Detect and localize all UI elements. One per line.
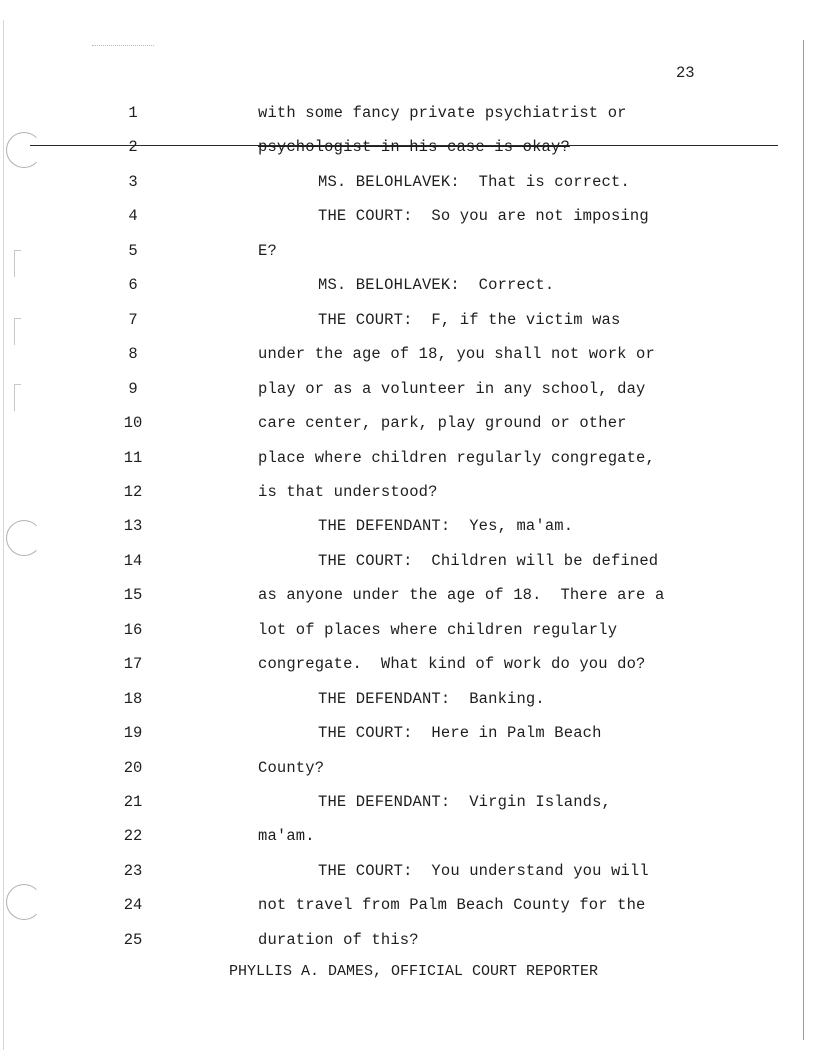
transcript-line: care center, park, play ground or other [258, 414, 627, 432]
hole-punch-mark [6, 132, 42, 168]
scan-right-edge [803, 40, 804, 1040]
transcript-line: THE DEFENDANT: Virgin Islands, [318, 793, 611, 811]
transcript-line: THE COURT: Children will be defined [318, 552, 659, 570]
transcript-line: THE DEFENDANT: Banking. [318, 690, 545, 708]
transcript-line: with some fancy private psychiatrist or [258, 104, 627, 122]
transcript-line: MS. BELOHLAVEK: Correct. [318, 276, 555, 294]
line-number: 16 [123, 621, 143, 639]
transcript-line: THE COURT: F, if the victim was [318, 311, 621, 329]
line-number: 2 [128, 138, 138, 156]
hole-punch-mark [6, 520, 42, 556]
line-number: 11 [123, 449, 143, 467]
transcript-line: under the age of 18, you shall not work or [258, 345, 655, 363]
line-number: 24 [123, 896, 143, 914]
line-number: 15 [123, 586, 143, 604]
transcript-line: is that understood? [258, 483, 438, 501]
scan-left-edge [3, 20, 4, 1050]
line-number: 3 [128, 173, 138, 191]
line-number: 17 [123, 655, 143, 673]
line-number: 8 [128, 345, 138, 363]
line-number: 4 [128, 207, 138, 225]
transcript-line: THE COURT: You understand you will [318, 862, 649, 880]
transcript-line: THE COURT: Here in Palm Beach [318, 724, 602, 742]
transcript-line: duration of this? [258, 931, 419, 949]
transcript-line: THE COURT: So you are not imposing [318, 207, 649, 225]
line-number: 12 [123, 483, 143, 501]
transcript-line: E? [258, 242, 277, 260]
transcript-line: place where children regularly congregate, [258, 449, 655, 467]
line-number: 9 [128, 380, 138, 398]
line-number: 25 [123, 931, 143, 949]
scan-edge-mark [14, 250, 21, 277]
transcript-line: lot of places where children regularly [258, 621, 618, 639]
court-reporter-footer: PHYLLIS A. DAMES, OFFICIAL COURT REPORTER [228, 963, 599, 980]
line-number: 21 [123, 793, 143, 811]
line-number: 20 [123, 759, 143, 777]
line-number: 13 [123, 517, 143, 535]
transcript-line: THE DEFENDANT: Yes, ma'am. [318, 517, 574, 535]
transcript-line: County? [258, 759, 325, 777]
transcript-line: MS. BELOHLAVEK: That is correct. [318, 173, 630, 191]
hole-punch-mark [6, 884, 42, 920]
line-number: 23 [123, 862, 143, 880]
scan-edge-mark [14, 318, 21, 345]
transcript-line: not travel from Palm Beach County for the [258, 896, 646, 914]
line-number: 5 [128, 242, 138, 260]
transcript-line: ma'am. [258, 827, 315, 845]
transcript-line: congregate. What kind of work do you do? [258, 655, 646, 673]
transcript-line: play or as a volunteer in any school, day [258, 380, 646, 398]
line-number: 7 [128, 311, 138, 329]
line-number: 22 [123, 827, 143, 845]
line-number: 14 [123, 552, 143, 570]
line-number: 1 [128, 104, 138, 122]
line-number: 19 [123, 724, 143, 742]
scan-edge-mark [14, 384, 21, 411]
transcript-line: psychologist in his case is okay? [258, 138, 570, 156]
line-number: 10 [123, 414, 143, 432]
transcript-line: as anyone under the age of 18. There are a [258, 586, 665, 604]
scan-top-mark [92, 45, 154, 46]
line-number: 6 [128, 276, 138, 294]
page-number: 23 [676, 64, 695, 82]
line-number: 18 [123, 690, 143, 708]
